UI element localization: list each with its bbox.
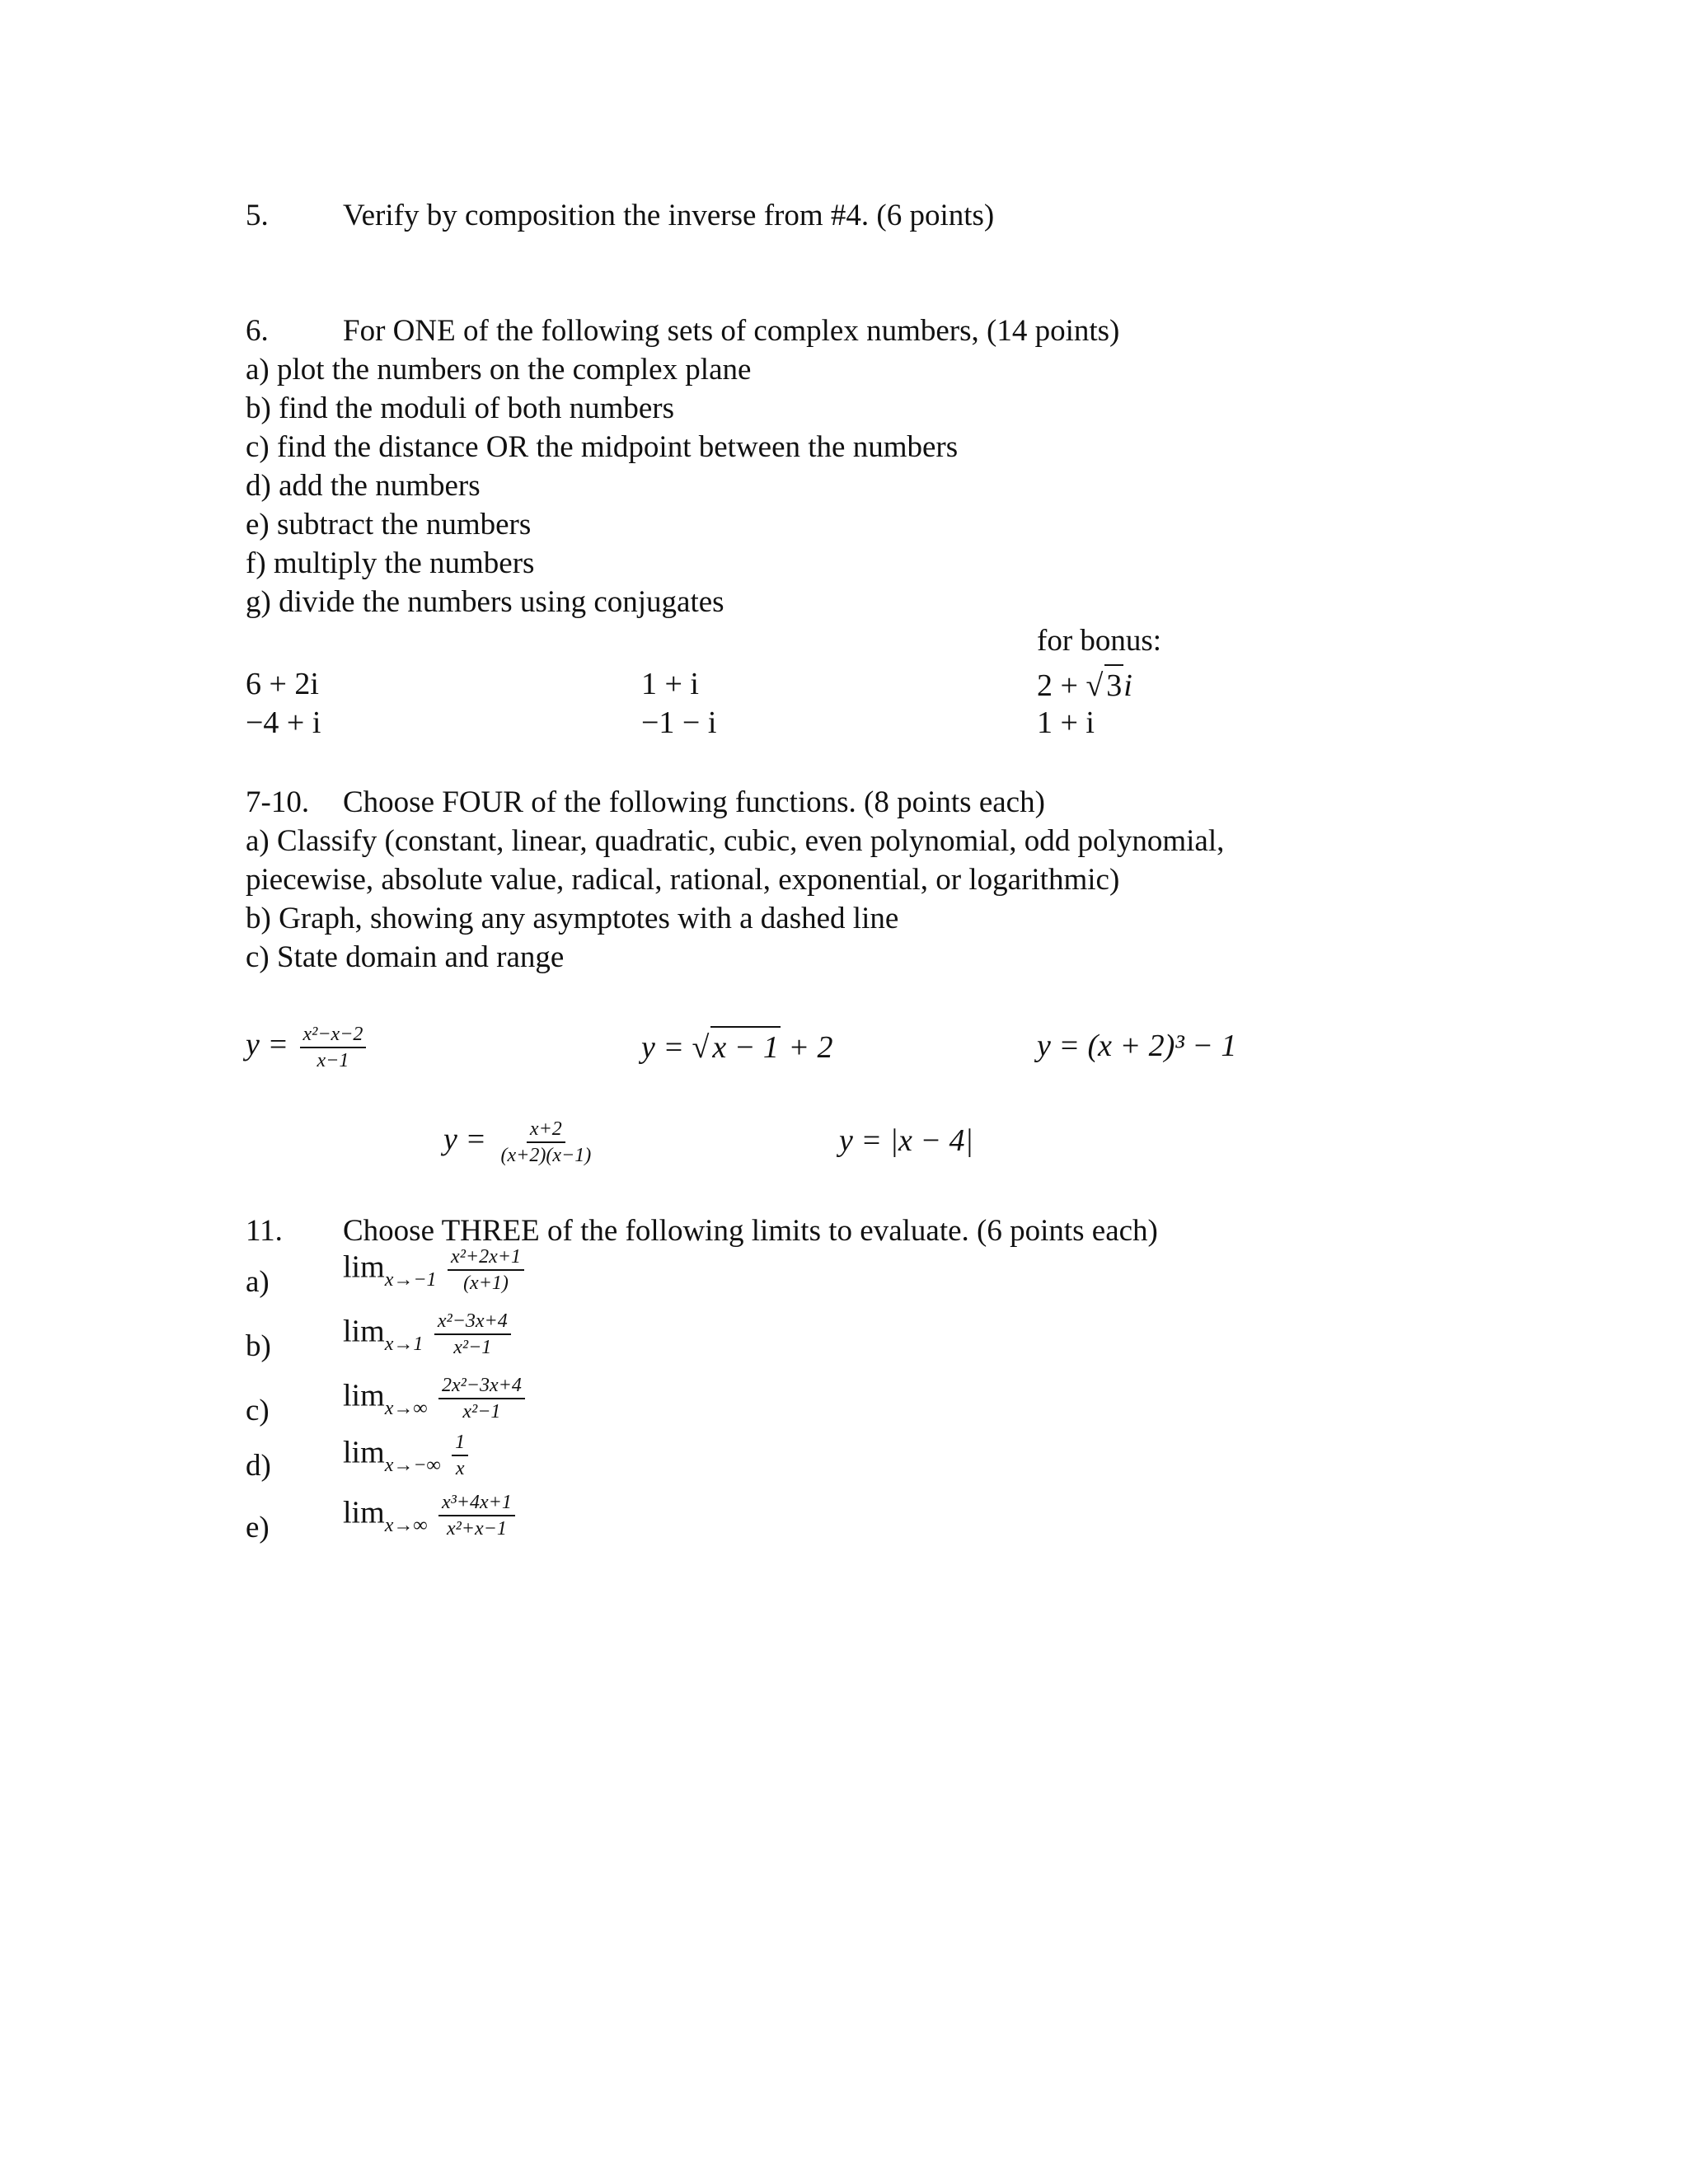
q6-item-c: c) find the distance OR the midpoint between the numbers (246, 430, 959, 464)
limit-d-label: d) (246, 1449, 271, 1483)
limit-c (343, 1373, 528, 1424)
limit-e (343, 1490, 518, 1541)
limit-d-denominator: x (455, 1458, 465, 1479)
limit-d-lim: lim (343, 1435, 385, 1470)
q7-number: 7-10. (246, 785, 310, 819)
q6-number: 6. (246, 314, 269, 348)
limit-e-label: e) (246, 1511, 270, 1544)
limit-c-denominator: x²−1 (462, 1401, 501, 1422)
f2-radicand: x − 1 (710, 1026, 781, 1067)
f1-lhs: y = (246, 1027, 289, 1062)
limit-b-label: b) (246, 1329, 271, 1363)
f4-denominator: (x+2)(x−1) (500, 1145, 592, 1166)
set3-suffix: i (1123, 668, 1132, 703)
limit-a-numerator: x²+2x+1 (448, 1244, 524, 1271)
limit-b (343, 1309, 514, 1360)
function-3: y = (x + 2)³ − 1 (1037, 1029, 1237, 1063)
complex-set2-first: 1 + i (641, 667, 699, 701)
q6-item-g: g) divide the numbers using conjugates (246, 585, 724, 619)
limit-c-numerator: 2x²−3x+4 (438, 1373, 525, 1399)
f4-lhs: y = (443, 1122, 487, 1157)
f1-denominator: x−1 (316, 1050, 349, 1071)
q5-text: Verify by composition the inverse from #4. (6 points) (343, 199, 995, 232)
limit-b-sub: x→1 (384, 1333, 424, 1355)
limit-e-numerator: x³+4x+1 (438, 1490, 515, 1516)
f4-fraction (498, 1117, 595, 1168)
q6-item-f: f) multiply the numbers (246, 546, 535, 580)
limit-e-sub: x→∞ (384, 1514, 428, 1536)
q6-item-a: a) plot the numbers on the complex plane (246, 353, 752, 387)
q7-item-a: a) Classify (constant, linear, quadratic, cubic, even polynomial, odd polynomial, (246, 824, 1225, 858)
complex-set1-second: −4 + i (246, 705, 321, 740)
limit-c-lim: lim (343, 1378, 385, 1413)
q7-item-c: c) State domain and range (246, 940, 565, 974)
q6-item-e: e) subtract the numbers (246, 508, 532, 541)
limit-a-sub: x→−1 (384, 1268, 437, 1291)
limit-b-denominator: x²−1 (453, 1337, 492, 1358)
complex-set2-second: −1 − i (641, 705, 717, 740)
q7-item-b: b) Graph, showing any asymptotes with a dashed line (246, 902, 899, 935)
f2-rest: + 2 (780, 1030, 833, 1065)
limit-c-sub: x→∞ (384, 1397, 428, 1419)
limit-d-numerator: 1 (452, 1430, 468, 1456)
limit-a (343, 1244, 528, 1296)
function-5: y = |x − 4| (839, 1123, 973, 1158)
function-2: y = √ x − 1 + 2 (641, 1026, 833, 1067)
q11-text: Choose THREE of the following limits to evaluate. (6 points each) (343, 1214, 1158, 1248)
set3-prefix: 2 + (1037, 668, 1086, 703)
limit-e-lim: lim (343, 1495, 385, 1530)
q5-number: 5. (246, 199, 269, 232)
set3-root: 3 (1104, 664, 1123, 705)
complex-set3-first: 2 + √ 3i (1037, 664, 1132, 705)
q7-text: Choose FOUR of the following functions. (8 points each) (343, 785, 1045, 819)
f2-lhs: y = (641, 1030, 692, 1065)
f1-numerator: x²−x−2 (300, 1022, 367, 1048)
limit-b-lim: lim (343, 1314, 385, 1349)
limit-a-label: a) (246, 1265, 270, 1299)
q7-item-a-cont: piecewise, absolute value, radical, rational, exponential, or logarithmic) (246, 863, 1120, 897)
limit-a-denominator: (x+1) (463, 1272, 509, 1294)
limit-e-denominator: x²+x−1 (446, 1518, 507, 1540)
limit-d-sub: x→−∞ (384, 1454, 441, 1476)
q6-item-b: b) find the moduli of both numbers (246, 391, 674, 425)
complex-set3-second: 1 + i (1037, 705, 1095, 740)
f4-numerator: x+2 (527, 1117, 565, 1143)
q6-text: For ONE of the following sets of complex numbers, (14 points) (343, 314, 1120, 348)
q11-number: 11. (246, 1214, 283, 1248)
complex-set1-first: 6 + 2i (246, 667, 319, 701)
bonus-label: for bonus: (1037, 624, 1162, 658)
function-4 (443, 1117, 598, 1168)
limit-c-label: c) (246, 1394, 270, 1427)
function-1 (246, 1022, 369, 1073)
limit-b-numerator: x²−3x+4 (434, 1309, 511, 1335)
limit-a-lim: lim (343, 1249, 385, 1285)
limit-d (343, 1430, 471, 1481)
f1-fraction (300, 1022, 367, 1073)
q6-item-d: d) add the numbers (246, 469, 481, 503)
